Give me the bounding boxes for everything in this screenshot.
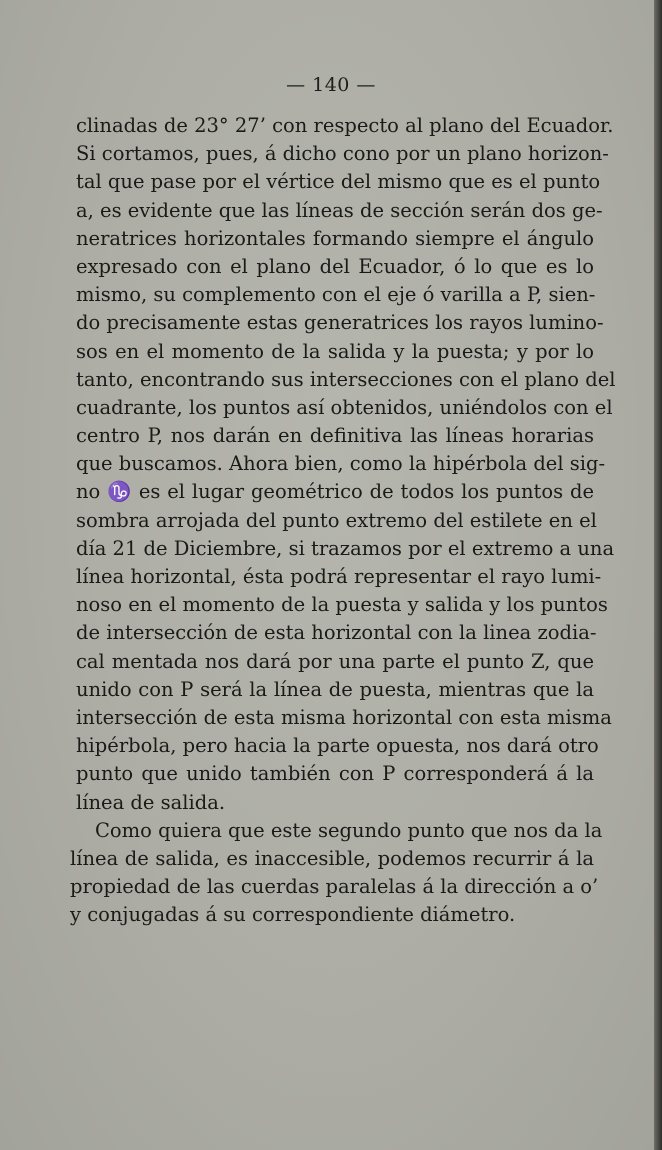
text-line: tanto, encontrando sus intersecciones con el plano del [76, 367, 616, 391]
text-line: Si cortamos, pues, á dicho cono por un plano horizon- [76, 142, 609, 166]
text-line: clinadas de 23° 27’ con respecto al plano del Ecuador. [76, 114, 614, 137]
text-line: propiedad de las cuerdas paralelas á la dirección a o’ [70, 875, 599, 899]
text-line: de intersección de esta horizontal con la linea zodia- [76, 621, 597, 645]
text-line: tal que pase por el vértice del mismo que es el punto [76, 170, 601, 194]
text-line: cuadrante, los puntos así obtenidos, uniéndolos con el [76, 395, 613, 419]
text-line: sombra arrojada del punto extremo del estilete en el [76, 508, 597, 532]
body-text [70, 112, 616, 929]
text-line: cal mentada nos dará por una parte el punto Z, que [76, 649, 594, 673]
text-line: a, es evidente que las líneas de sección serán dos ge- [76, 198, 603, 222]
text-line: mismo, su complemento con el eje ó varilla a P, sien- [76, 283, 596, 307]
text-line: que buscamos. Ahora bien, como la hipérbola del sig- [76, 452, 606, 476]
page-number: — 140 — [286, 74, 376, 96]
text-line: línea horizontal, ésta podrá representar el rayo lumi- [76, 565, 602, 588]
text-line: y conjugadas á su correspondiente diámetro. [70, 903, 516, 927]
text-line: punto que unido también con P corresponderá á la [76, 762, 594, 786]
text-line: noso en el momento de la puesta y salida y los puntos [76, 593, 608, 617]
text-line: hipérbola, pero hacia la parte opuesta, nos dará otro [76, 734, 599, 758]
text-line: sos en el momento de la salida y la puesta; y por lo [76, 339, 594, 363]
text-line: Como quiera que este segundo punto que nos da la [95, 818, 603, 842]
text-line: neratrices horizontales formando siempre el ángulo [76, 226, 594, 250]
text-line: intersección de esta misma horizontal con esta misma [76, 705, 612, 729]
text-line: línea de salida. [76, 790, 226, 814]
text-line: centro P, nos darán en definitiva las líneas horarias [76, 424, 594, 448]
text-line: do precisamente estas generatrices los rayos lumino- [76, 311, 604, 335]
text-line: unido con P será la línea de puesta, mientras que la [76, 677, 594, 701]
text-line: no ♑ es el lugar geométrico de todos los puntos de [76, 480, 594, 504]
paragraph-1 [76, 112, 616, 817]
paragraph-2 [70, 817, 603, 930]
text-line: día 21 de Diciembre, si trazamos por el extremo a una [76, 536, 615, 560]
text-line: expresado con el plano del Ecuador, ó lo que es lo [76, 254, 594, 278]
text-line: línea de salida, es inaccesible, podemos recurrir á la [70, 846, 594, 870]
page-edge [654, 0, 662, 1150]
